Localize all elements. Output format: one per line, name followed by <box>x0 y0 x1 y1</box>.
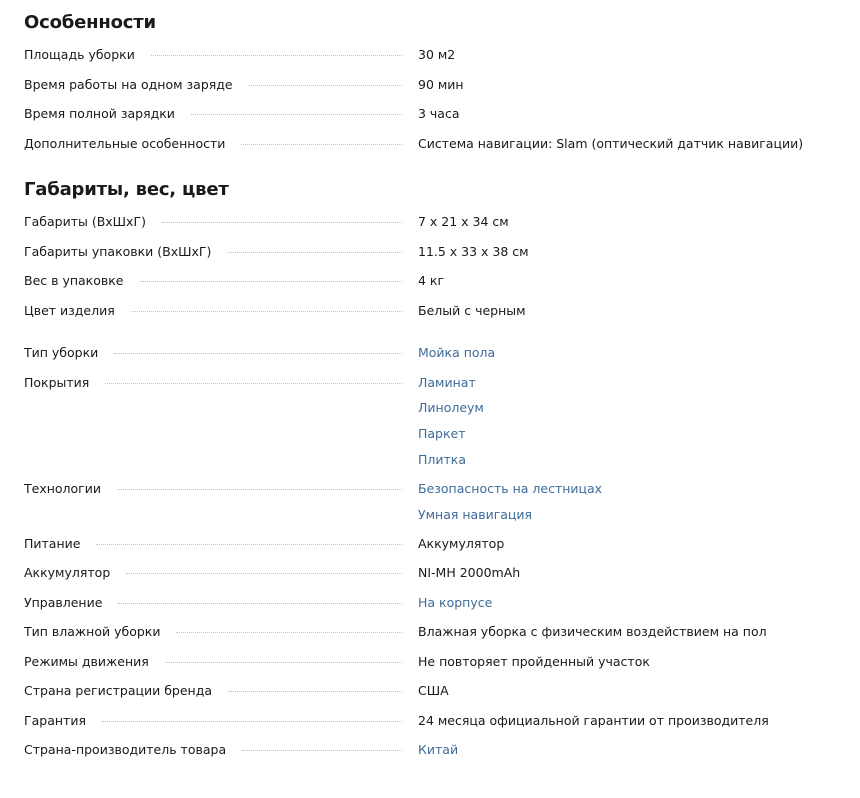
spec-label: Дополнительные особенности <box>24 135 226 151</box>
spec-label: Страна-производитель товара <box>24 742 227 758</box>
spec-row <box>24 209 844 235</box>
spec-row <box>24 42 844 68</box>
spec-value: 11.5 x 33 x 38 см <box>418 243 529 259</box>
spec-row <box>24 737 844 763</box>
dotted-leader <box>191 114 402 115</box>
dotted-leader <box>249 85 402 86</box>
dotted-leader <box>117 489 402 490</box>
spec-label: Технологии <box>24 480 101 496</box>
spec-label: Аккумулятор <box>24 565 111 581</box>
dotted-leader <box>242 750 402 751</box>
spec-label: Покрытия <box>24 374 90 390</box>
spec-label: Страна регистрации бренда <box>24 683 213 699</box>
spec-label: Цвет изделия <box>24 302 115 318</box>
spec-row <box>24 101 844 127</box>
dotted-leader <box>165 662 402 663</box>
spec-label: Габариты упаковки (ВхШхГ) <box>24 243 212 259</box>
spec-row <box>24 708 844 734</box>
spec-row <box>24 239 844 265</box>
spec-label: Время работы на одном заряде <box>24 76 233 92</box>
spec-row <box>24 590 844 616</box>
spec-value: Не повторяет пройденный участок <box>418 653 650 669</box>
spec-value-link[interactable]: Плитка <box>418 451 467 467</box>
spec-value: Влажная уборка с физическим воздействием на пол <box>418 624 767 640</box>
spec-row <box>24 476 844 527</box>
dotted-leader <box>126 573 402 574</box>
spec-value: 24 месяца официальной гарантии от производителя <box>418 712 769 728</box>
dotted-leader <box>151 55 402 56</box>
spec-row <box>24 560 844 586</box>
spec-label: Вес в упаковке <box>24 273 124 288</box>
dotted-leader <box>140 281 403 282</box>
spec-row <box>24 340 844 366</box>
spec-row <box>24 72 844 98</box>
dotted-leader <box>176 632 402 633</box>
spec-value: 4 кг <box>418 273 445 288</box>
dotted-leader <box>102 721 402 722</box>
spec-row <box>24 131 844 157</box>
spec-value: NI-MH 2000mAh <box>418 565 521 581</box>
spec-value-link[interactable]: На корпусе <box>418 594 493 610</box>
spec-value-link[interactable]: Безопасность на лестницах <box>418 480 603 496</box>
spec-label: Время полной зарядки <box>24 106 175 121</box>
dotted-leader <box>96 544 402 545</box>
dotted-leader <box>114 353 402 354</box>
spec-label: Режимы движения <box>24 653 149 669</box>
spec-value-link[interactable]: Китай <box>418 742 459 758</box>
section-title: Габариты, вес, цвет <box>24 179 229 200</box>
spec-row <box>24 619 844 645</box>
spec-label: Тип влажной уборки <box>24 624 161 640</box>
spec-value: 3 часа <box>418 106 460 121</box>
dotted-leader <box>131 311 402 312</box>
spec-label: Габариты (ВхШхГ) <box>24 214 146 229</box>
spec-value: 90 мин <box>418 76 464 92</box>
spec-row <box>24 268 844 294</box>
section-title: Особенности <box>24 12 156 33</box>
spec-label: Гарантия <box>24 712 86 728</box>
dotted-leader <box>228 691 402 692</box>
spec-label: Питание <box>24 535 81 551</box>
spec-value: Белый с черным <box>418 302 526 318</box>
spec-row <box>24 649 844 675</box>
section-dimensions <box>24 179 844 324</box>
spec-value: 7 x 21 x 34 см <box>418 214 509 229</box>
dotted-leader <box>227 252 402 253</box>
spec-value: 30 м2 <box>418 47 456 62</box>
spec-row <box>24 678 844 704</box>
spec-value: Система навигации: Slam (оптический датчик навигации) <box>418 135 804 151</box>
spec-value-link[interactable]: Линолеум <box>418 400 484 416</box>
spec-row <box>24 370 844 473</box>
spec-value-link[interactable]: Паркет <box>418 425 466 441</box>
section-features <box>24 12 844 157</box>
section-other <box>24 340 844 763</box>
spec-value-link[interactable]: Ламинат <box>418 374 476 390</box>
spec-value: Аккумулятор <box>418 535 505 551</box>
spec-value-link[interactable]: Умная навигация <box>418 506 533 522</box>
dotted-leader <box>118 603 402 604</box>
spec-row <box>24 531 844 557</box>
dotted-leader <box>241 144 402 145</box>
dotted-leader <box>105 383 402 384</box>
dotted-leader <box>162 222 402 223</box>
spec-label: Площадь уборки <box>24 47 135 62</box>
spec-row <box>24 298 844 324</box>
spec-value-link[interactable]: Мойка пола <box>418 345 496 360</box>
spec-value: США <box>418 683 449 699</box>
spec-label: Тип уборки <box>24 345 99 360</box>
spec-label: Управление <box>24 594 103 610</box>
